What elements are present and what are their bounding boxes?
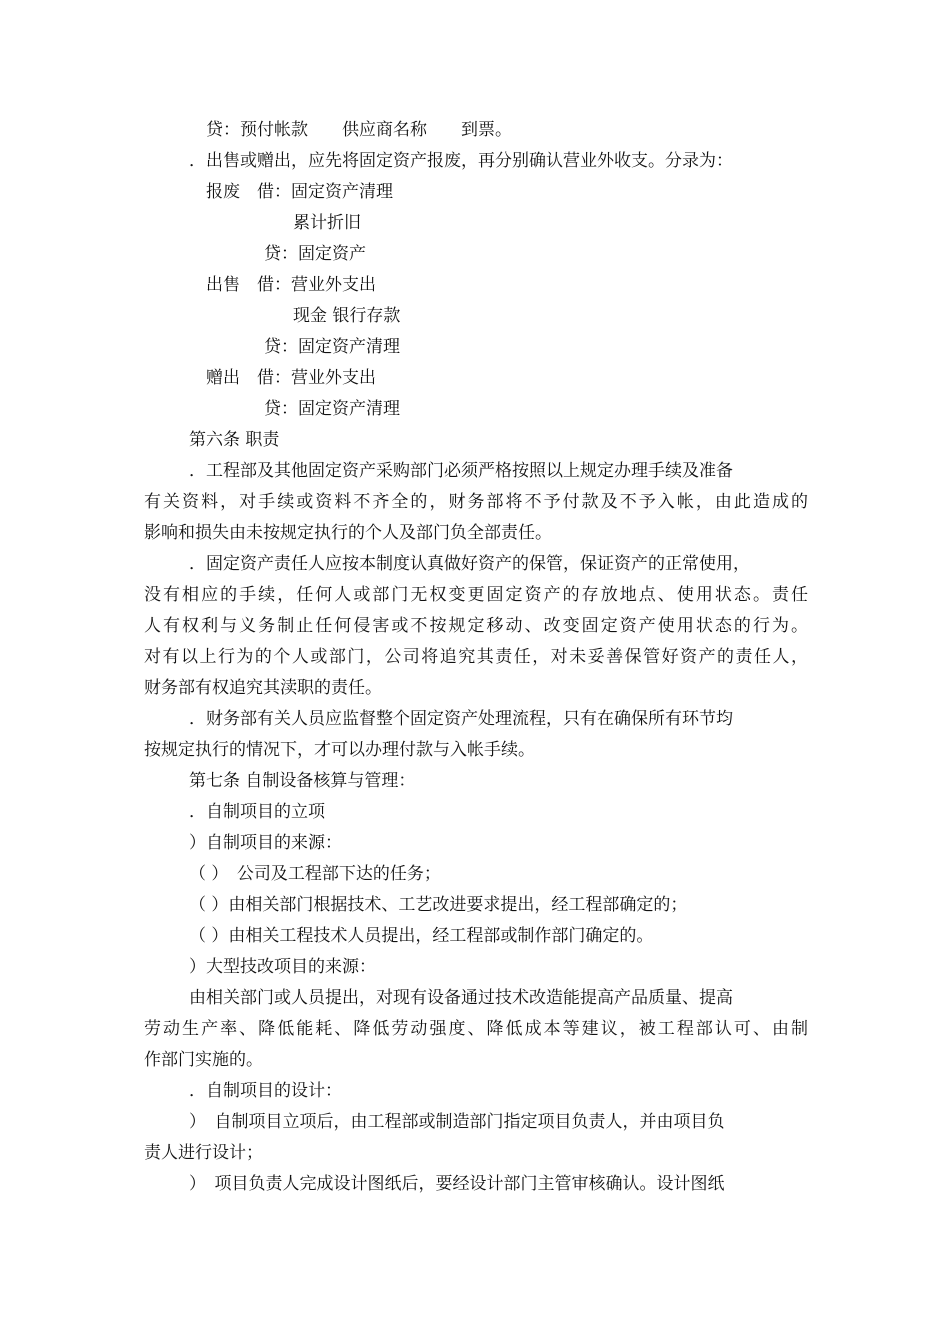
- text-line: （ ） 公司及工程部下达的任务；: [189, 864, 441, 884]
- text-line: 对有以上行为的个人或部门，公司将追究其责任，对未妥善保管好资产的责任人，: [144, 647, 808, 667]
- text-line: 有关资料，对手续或资料不齐全的，财务部将不予付款及不予入帐，由此造成的: [144, 492, 808, 512]
- text-line: 责人进行设计；: [144, 1143, 263, 1163]
- text-line: ）大型技改项目的来源：: [189, 957, 376, 977]
- text-line: 贷：固定资产清理: [264, 337, 400, 357]
- text-line: 没有相应的手续，任何人或部门无权变更固定资产的存放地点、使用状态。责任: [144, 585, 808, 605]
- text-line: 劳动生产率、降低能耗、降低劳动强度、降低成本等建议，被工程部认可、由制: [144, 1019, 808, 1039]
- section-heading: 第六条 职责: [189, 430, 280, 450]
- text-line: ）自制项目的来源：: [189, 833, 342, 853]
- text-line: （ ）由相关部门根据技术、工艺改进要求提出，经工程部确定的；: [189, 895, 688, 915]
- text-line: 按规定执行的情况下，才可以办理付款与入帐手续。: [144, 740, 535, 760]
- text-line: 累计折旧: [293, 213, 361, 233]
- text-line: ．出售或赠出，应先将固定资产报废，再分别确认营业外收支。分录为：: [189, 151, 733, 171]
- text-line: ） 自制项目立项后，由工程部或制造部门指定项目负责人，并由项目负: [189, 1112, 725, 1132]
- text-line: 贷：预付帐款 供应商名称 到票。: [206, 120, 512, 140]
- text-line: （ ）由相关工程技术人员提出，经工程部或制作部门确定的。: [189, 926, 654, 946]
- text-line: 贷：固定资产: [264, 244, 366, 264]
- text-line: ．财务部有关人员应监督整个固定资产处理流程，只有在确保所有环节均: [189, 709, 733, 729]
- text-line: 人有权利与义务制止任何侵害或不按规定移动、改变固定资产使用状态的行为。: [144, 616, 808, 636]
- text-line: 影响和损失由未按规定执行的个人及部门负全部责任。: [144, 523, 552, 543]
- section-heading: 第七条 自制设备核算与管理：: [189, 771, 416, 791]
- text-line: 报废 借：固定资产清理: [206, 182, 393, 202]
- text-line: ．自制项目的设计：: [189, 1081, 342, 1101]
- text-line: ） 项目负责人完成设计图纸后，要经设计部门主管审核确认。设计图纸: [189, 1174, 725, 1194]
- text-line: 出售 借：营业外支出: [206, 275, 376, 295]
- text-line: 现金 银行存款: [293, 306, 401, 326]
- text-line: ．自制项目的立项: [189, 802, 325, 822]
- text-line: 由相关部门或人员提出，对现有设备通过技术改造能提高产品质量、提高: [189, 988, 733, 1008]
- text-line: 财务部有权追究其渎职的责任。: [144, 678, 382, 698]
- text-line: ．固定资产责任人应按本制度认真做好资产的保管，保证资产的正常使用，: [189, 554, 750, 574]
- text-line: ．工程部及其他固定资产采购部门必须严格按照以上规定办理手续及准备: [189, 461, 733, 481]
- text-line: 赠出 借：营业外支出: [206, 368, 376, 388]
- text-line: 作部门实施的。: [144, 1050, 263, 1070]
- text-line: 贷：固定资产清理: [264, 399, 400, 419]
